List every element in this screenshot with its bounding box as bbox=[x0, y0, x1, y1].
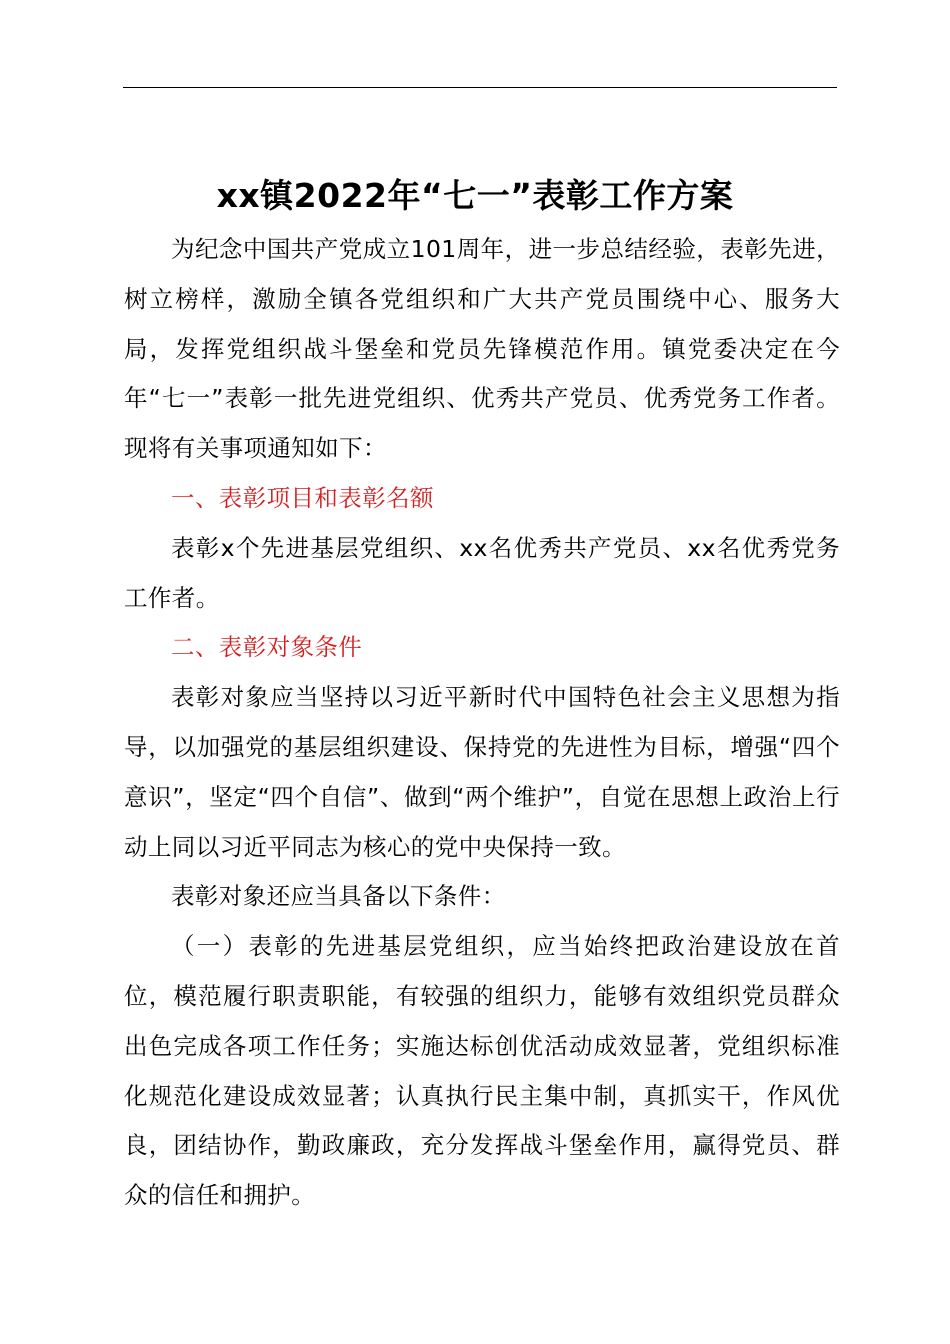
document-title: xx镇2022年“七一”表彰工作方案 bbox=[216, 176, 734, 216]
section-1-heading: 一、表彰项目和表彰名额 bbox=[171, 483, 434, 512]
header-rule bbox=[123, 87, 837, 88]
section-2-paragraph-1: 表彰对象应当坚持以习近平新时代中国特色社会主义思想为指导，以加强党的基层组织建设、保持党的先进性为目标，增强“四个意识”，坚定“四个自信”、做到“两个维护”，自觉在思想上政治上行动上同以习近平同志为核心的党中央保持一致。 bbox=[124, 683, 840, 861]
section-2-heading: 二、表彰对象条件 bbox=[171, 633, 363, 662]
section-2-paragraph-3: （一）表彰的先进基层党组织，应当始终把政治建设放在首位，模范履行职责职能，有较强的组织力，能够有效组织党员群众出色完成各项工作任务；实施达标创优活动成效显著，党组织标准化规范化建设成效显著；认真执行民主集中制，真抓实干，作风优良，团结协作，勤政廉政，充分发挥战斗堡垒作用，赢得党员、群众的信任和拥护。 bbox=[124, 932, 840, 1210]
section-2-paragraph-2: 表彰对象还应当具备以下条件： bbox=[171, 882, 506, 911]
document-body bbox=[124, 225, 840, 1221]
intro-paragraph: 为纪念中国共产党成立101周年，进一步总结经验，表彰先进，树立榜样，激励全镇各党组织和广大共产党员围绕中心、服务大局，发挥党组织战斗堡垒和党员先锋模范作用。镇党委决定在今年“七一”表彰一批先进党组织、优秀共产党员、优秀党务工作者。现将有关事项通知如下： bbox=[124, 235, 840, 463]
section-1-paragraph: 表彰x个先进基层党组织、xx名优秀共产党员、xx名优秀党务工作者。 bbox=[124, 533, 840, 612]
